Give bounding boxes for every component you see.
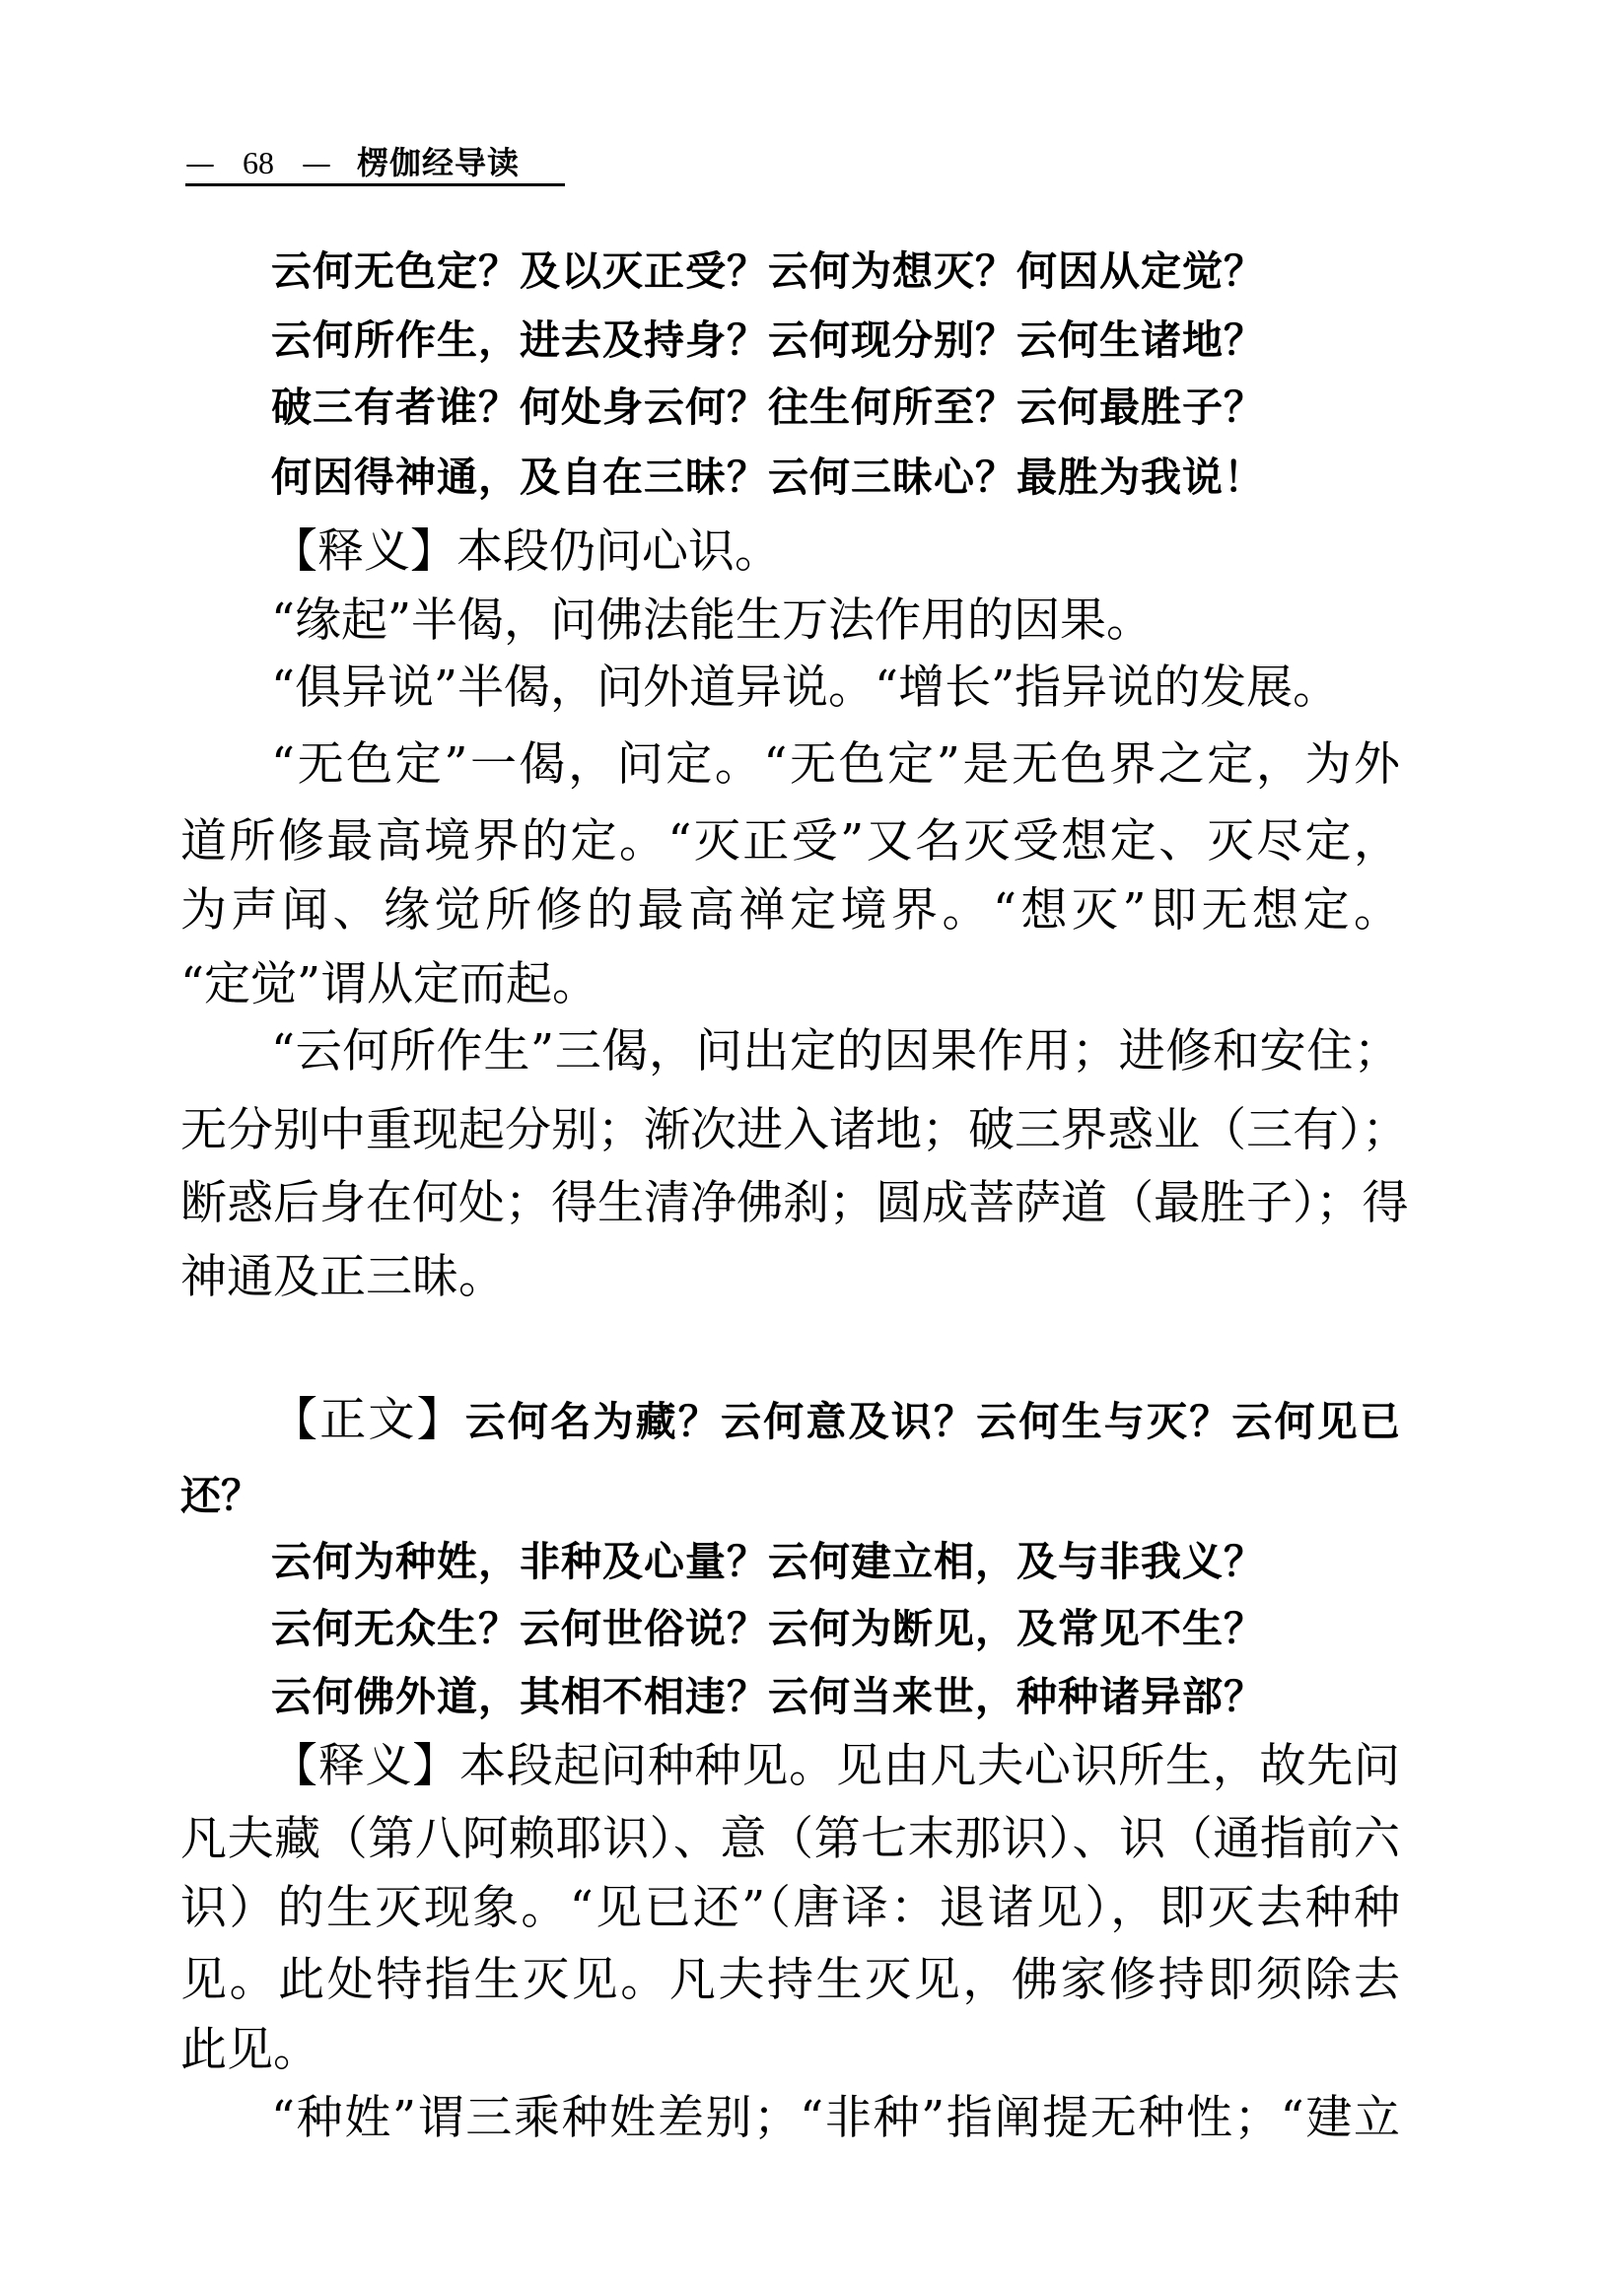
verse-line: 云何无众生？云何世俗说？云何为断见，及常见不生？ xyxy=(271,1605,1265,1652)
verse-line: 云何为种姓，非种及心量？云何建立相，及与非我义？ xyxy=(271,1538,1265,1585)
commentary-line: “定觉”谓从定而起。 xyxy=(180,957,599,1011)
commentary-line: “无色定”一偈，问定。“无色定”是无色界之定，为外 xyxy=(271,737,1400,792)
commentary-line: 为声闻、缘觉所修的最高禅定境界。“想灭”即无想定。 xyxy=(180,883,1400,938)
main-text-verse: 云何名为藏？云何意及识？云何生与灭？云何见已 xyxy=(464,1398,1401,1445)
commentary-line: 此见。 xyxy=(180,2023,319,2077)
commentary-line: 【释义】本段起问种种见。见由凡夫心识所生，故先问 xyxy=(271,1739,1400,1793)
commentary-line: 道所修最高境界的定。“灭正受”又名灭受想定、灭尽定， xyxy=(180,814,1400,869)
commentary-line: 【释义】本段仍问心识。 xyxy=(271,524,781,579)
verse-line: 云何无色定？及以灭正受？云何为想灭？何因从定觉？ xyxy=(271,247,1265,295)
commentary-line: “俱异说”半偈，问外道异说。“增长”指异说的发展。 xyxy=(271,661,1340,715)
commentary-line: “种姓”谓三乘种姓差别；“非种”指阐提无种性；“建立 xyxy=(271,2091,1400,2145)
header-dash: — xyxy=(185,147,215,181)
verse-line: 破三有者谁？何处身云何？往生何所至？云何最胜子？ xyxy=(271,383,1265,431)
main-text-line xyxy=(271,1389,1400,1452)
main-text-verse: 还？ xyxy=(180,1472,261,1519)
commentary-line: 识）的生灭现象。“见已还”（唐译：退诸见），即灭去种种 xyxy=(180,1881,1400,1935)
header-rule xyxy=(185,183,565,186)
verse-line: 云何所作生，进去及持身？云何现分别？云何生诸地？ xyxy=(271,316,1265,364)
verse-line: 云何佛外道，其相不相违？云何当来世，种种诸异部？ xyxy=(271,1673,1265,1720)
running-header xyxy=(185,138,520,187)
commentary-line: 凡夫藏（第八阿赖耶识）、意（第七末那识）、识（通指前六 xyxy=(180,1812,1400,1866)
verse-line: 何因得神通，及自在三昧？云何三昧心？最胜为我说！ xyxy=(271,453,1265,501)
main-text-label: 【正文】 xyxy=(271,1393,465,1447)
header-dash: — xyxy=(302,147,331,181)
book-title: 楞伽经导读 xyxy=(357,144,521,181)
commentary-line: “缘起”半偈，问佛法能生万法作用的因果。 xyxy=(271,593,1154,648)
commentary-line: 断惑后身在何处；得生清净佛刹；圆成菩萨道（最胜子）；得 xyxy=(180,1176,1409,1230)
commentary-line: 见。此处特指生灭见。凡夫持生灭见，佛家修持即须除去 xyxy=(180,1953,1400,2007)
commentary-line: “云何所作生”三偈，问出定的因果作用；进修和安住； xyxy=(271,1024,1400,1078)
commentary-line: 神通及正三昧。 xyxy=(180,1250,505,1304)
main-text-line xyxy=(180,1463,1400,1526)
page-number: 68 xyxy=(243,145,274,180)
commentary-line: 无分别中重现起分别；渐次进入诸地；破三界惑业（三有）； xyxy=(180,1103,1409,1157)
